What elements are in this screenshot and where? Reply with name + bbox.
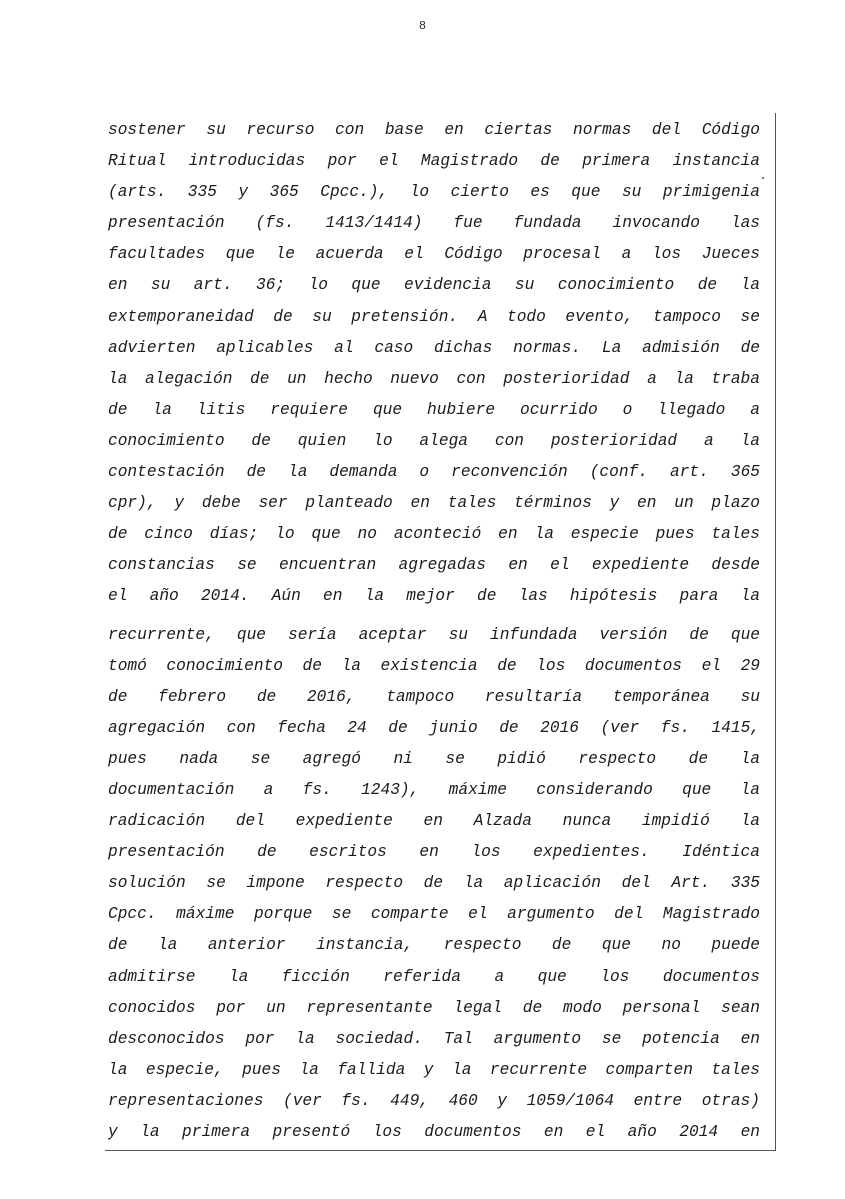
margin-rule-bottom bbox=[105, 1150, 775, 1151]
text-line: presentación (fs. 1413/1414) fue fundada invocando las bbox=[108, 214, 760, 233]
text-line: documentación a fs. 1243), máxime considerando que la bbox=[108, 780, 760, 799]
text-line: recurrente, que sería aceptar su infundada versión de que bbox=[108, 625, 760, 644]
text-line: desconocidos por la sociedad. Tal argumento se potencia en bbox=[108, 1029, 760, 1048]
text-line: de febrero de 2016, tampoco resultaría temporánea su bbox=[108, 687, 760, 706]
text-line: la alegación de un hecho nuevo con posterioridad a la traba bbox=[108, 369, 760, 388]
text-line: radicación del expediente en Alzada nunca impidió la bbox=[108, 812, 760, 831]
text-line: conocimiento de quien lo alega con posterioridad a la bbox=[108, 431, 760, 450]
text-line: y la primera presentó los documentos en el año 2014 en bbox=[108, 1123, 760, 1141]
text-line: solución se impone respecto de la aplicación del Art. 335 bbox=[108, 874, 760, 893]
text-line: presentación de escritos en los expedientes. Idéntica bbox=[108, 843, 760, 862]
text-line: de la litis requiere que hubiere ocurrido o llegado a bbox=[108, 400, 760, 419]
text-line: la especie, pues la fallida y la recurrente comparten tales bbox=[108, 1060, 760, 1079]
text-line: el año 2014. Aún en la mejor de las hipótesis para la bbox=[108, 587, 760, 606]
margin-rule-right bbox=[775, 113, 776, 1151]
text-line: conocidos por un representante legal de modo personal sean bbox=[108, 998, 760, 1017]
text-line: contestación de la demanda o reconvención (conf. art. 365 bbox=[108, 463, 760, 482]
text-line: constancias se encuentran agregadas en el expediente desde bbox=[108, 556, 760, 575]
margin-mark: ˚ bbox=[760, 178, 767, 189]
text-line: advierten aplicables al caso dichas normas. La admisión de bbox=[108, 338, 760, 357]
text-line: cpr), y debe ser planteado en tales términos y en un plazo bbox=[108, 494, 760, 513]
text-line: de cinco días; lo que no aconteció en la especie pues tales bbox=[108, 525, 760, 544]
text-line: Ritual introducidas por el Magistrado de primera instancia bbox=[108, 152, 760, 171]
text-line: tomó conocimiento de la existencia de los documentos el 29 bbox=[108, 656, 760, 675]
text-line: representaciones (ver fs. 449, 460 y 1059/1064 entre otras) bbox=[108, 1091, 760, 1110]
text-line: en su art. 36; lo que evidencia su conocimiento de la bbox=[108, 276, 760, 295]
body-text bbox=[108, 115, 760, 1148]
text-line: de la anterior instancia, respecto de que no puede bbox=[108, 936, 760, 955]
text-line: agregación con fecha 24 de junio de 2016 (ver fs. 1415, bbox=[108, 718, 760, 737]
text-line: extemporaneidad de su pretensión. A todo evento, tampoco se bbox=[108, 307, 760, 326]
text-line: admitirse la ficción referida a que los documentos bbox=[108, 967, 760, 986]
text-line: Cpcc. máxime porque se comparte el argumento del Magistrado bbox=[108, 905, 760, 924]
page-number: 8 bbox=[418, 19, 427, 33]
text-line: (arts. 335 y 365 Cpcc.), lo cierto es que su primigenia bbox=[108, 183, 760, 202]
text-line: facultades que le acuerda el Código procesal a los Jueces bbox=[108, 245, 760, 264]
text-line: sostener su recurso con base en ciertas normas del Código bbox=[108, 121, 760, 139]
text-line: pues nada se agregó ni se pidió respecto de la bbox=[108, 749, 760, 768]
